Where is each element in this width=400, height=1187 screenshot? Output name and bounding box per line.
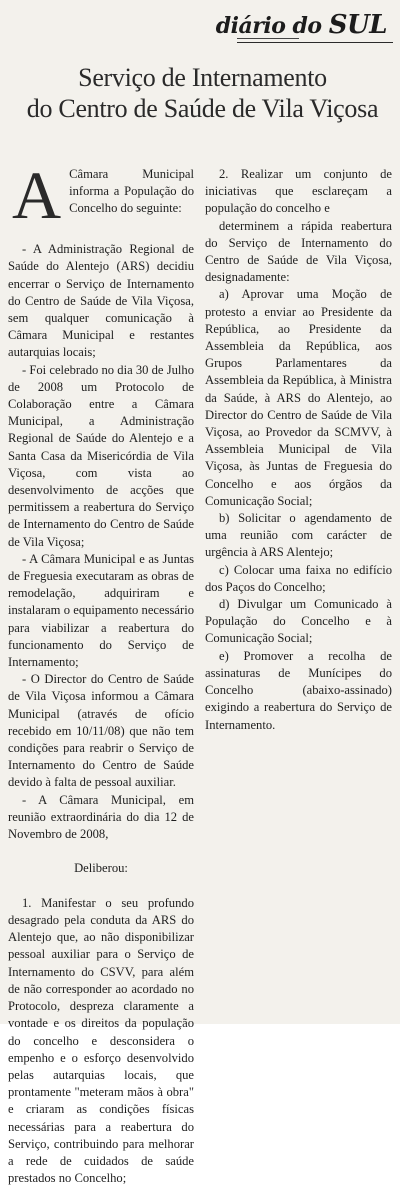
article-column-left: [8, 157, 194, 1187]
article-headline: [10, 62, 395, 124]
article-column-right: [205, 166, 392, 734]
paragraph-1: - A Administração Regional de Saúde do Alentejo (ARS) decidiu encerrar o Serviço de Internamento do Centro de Saúde de Vila Viçosa, sem qualquer comunicação à Câmara Municipal e restantes autarquias locais;: [8, 242, 194, 360]
masthead: [215, 10, 393, 43]
item-2-continued: determinem a rápida reabertura do Serviço de Internamento do Centro de Saúde de Vila Viçosa, designadamente:: [205, 218, 392, 285]
item-1: 1. Manifestar o seu profundo desagrado pela conduta da ARS do Alentejo que, ao não disponibilizar pessoal auxiliar para o Serviço de Internamento do CSVV, para além de não corresponder ao acordado no Protocolo, despreza claramente a vontade e os direitos da população do concelho e desconsidera o empenho e o esforço desenvolvido pelas autarquias locais, que prontamente "meteram mãos à obra" e criaram as condições físicas necessárias para a reabertura do Serviço, contribuindo para melhorar a rede de cuidados de saúde prestados no Concelho;: [8, 895, 194, 1186]
headline-line-2: do Centro de Saúde de Vila Viçosa: [26, 94, 379, 123]
paragraph-5: - A Câmara Municipal, em reunião extraordinária do dia 12 de Novembro de 2008,: [8, 792, 194, 842]
item-2: 2. Realizar um conjunto de iniciativas que esclareçam a população do concelho e: [205, 167, 392, 216]
masthead-title: [216, 10, 387, 40]
masthead-name-part1: diário do: [215, 13, 329, 39]
masthead-name-part2: SUL: [328, 10, 387, 40]
item-c: c) Colocar uma faixa no edifício dos Paços do Concelho;: [205, 562, 392, 594]
headline-line-1: Serviço de Internamento: [78, 63, 327, 92]
drop-cap: A: [12, 157, 62, 233]
intro-paragraph: Câmara Municipal informa a População do Concelho do seguinte:: [69, 167, 194, 216]
paragraph-3: - A Câmara Municipal e as Juntas de Freguesia executaram as obras de remodelação, adquiriram e instalaram o equipamento necessário para viabilizar a reabertura do funcionamento do Serviço de Internamento;: [8, 551, 194, 670]
paragraph-4: - O Director do Centro de Saúde de Vila Viçosa informou a Câmara Municipal (através de ofício recebido em 10/11/08) que não tem condições para reabrir o Serviço de Internamento do Centro de Saúde devido à falta de pessoal auxiliar.: [8, 672, 194, 790]
item-a: a) Aprovar uma Moção de protesto a enviar ao Presidente da República, ao Presidente da Assembleia da República, aos Grupos Parlamentares da Assembleia da República, à Ministra da Saúde, à ARS do Alentejo, ao Director do Centro de Saúde de Vila Viçosa, ao Provedor da SCMVV, à Assembleia Municipal de Vila Viçosa, às Juntas de Freguesia do Concelho e aos órgãos da Comunicação Social;: [205, 287, 392, 508]
item-e: e) Promover a recolha de assinaturas de Munícipes do Concelho (abaixo-assinado) exigindo a reabertura do Serviço de Internamento.: [205, 648, 392, 732]
intro-block: [8, 157, 194, 233]
paragraph-2: - Foi celebrado no dia 30 de Julho de 2008 um Protocolo de Colaboração entre a Câmara Municipal, a Administração Regional de Saúde do Alentejo e a Santa Casa da Misericórdia de Vila Viçosa, com vista ao desenvolvimento de acções que permitissem a reabertura do Serviço de Internamento do Centro de Saúde de Vila Viçosa;: [8, 362, 194, 549]
item-d: d) Divulgar um Comunicado à População do Concelho e à Comunicação Social;: [205, 597, 392, 646]
deliberou-heading: Deliberou:: [74, 861, 128, 876]
item-b: b) Solicitar o agendamento de uma reunião com carácter de urgência à ARS Alentejo;: [205, 511, 392, 560]
